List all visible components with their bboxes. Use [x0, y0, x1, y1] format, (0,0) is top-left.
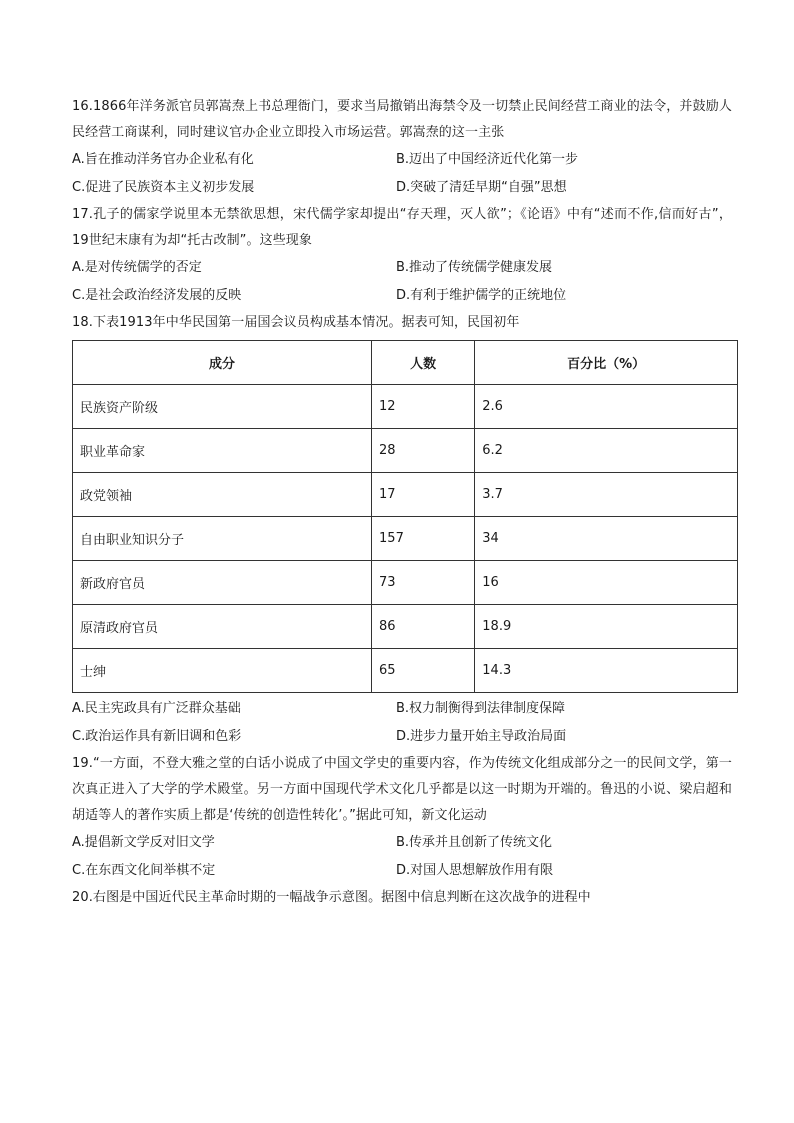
table-cell: 职业革命家 — [73, 429, 372, 473]
option-b: B.传承并且创新了传统文化 — [396, 835, 553, 850]
table-cell: 2.6 — [475, 385, 738, 429]
option-a: A.旨在推动洋务官办企业私有化 — [72, 152, 254, 167]
option-d: D.进步力量开始主导政治局面 — [396, 729, 567, 744]
table-cell: 3.7 — [475, 473, 738, 517]
question-stem: 18.下表1913年中华民国第一届国会议员构成基本情况。据表可知，民国初年 — [72, 315, 520, 330]
table-header-cell: 百分比（%） — [475, 341, 738, 385]
option-b: B.权力制衡得到法律制度保障 — [396, 701, 566, 716]
option-d: D.有利于维护儒学的正统地位 — [396, 288, 567, 303]
option-b: B.迈出了中国经济近代化第一步 — [396, 152, 579, 167]
table-header-cell: 人数 — [372, 341, 475, 385]
question-20 — [72, 885, 732, 911]
option-d: D.对国人思想解放作用有限 — [396, 863, 554, 878]
option-c: C.促进了民族资本主义初步发展 — [72, 180, 255, 195]
table-row — [73, 605, 738, 649]
question-stem: 17.孔子的儒家学说里本无禁欲思想，宋代儒学家却提出“存天理，灭人欲”；《论语》中有“述而不作,信而好古”，19世纪末康有为却“托古改制”。这些现象 — [72, 207, 732, 248]
table-row — [73, 649, 738, 693]
table-cell: 18.9 — [475, 605, 738, 649]
table-cell: 28 — [372, 429, 475, 473]
options-group — [72, 695, 732, 751]
table-cell: 86 — [372, 605, 475, 649]
options-group — [72, 254, 732, 310]
table-row — [73, 517, 738, 561]
table-cell: 12 — [372, 385, 475, 429]
option-b: B.推动了传统儒学健康发展 — [396, 260, 553, 275]
table-row — [73, 385, 738, 429]
question-stem: 19.“一方面，不登大雅之堂的白话小说成了中国文学史的重要内容，作为传统文化组成部分之一的民间文学，第一次真正进入了大学的学术殿堂。另一方面中国现代学术文化几乎都是以这一时期为开端的。鲁迅的小说、梁启超和胡适等人的著作实质上都是‘传统的创造性转化’。”据此可知，新文化运动 — [72, 756, 732, 823]
question-17 — [72, 202, 732, 310]
table-cell: 17 — [372, 473, 475, 517]
table-cell: 73 — [372, 561, 475, 605]
options-group — [72, 829, 732, 885]
option-c: C.在东西文化间举棋不定 — [72, 863, 216, 878]
table-cell: 新政府官员 — [73, 561, 372, 605]
table-cell: 6.2 — [475, 429, 738, 473]
table-cell: 自由职业知识分子 — [73, 517, 372, 561]
table-cell: 原清政府官员 — [73, 605, 372, 649]
option-c: C.政治运作具有新旧调和色彩 — [72, 729, 242, 744]
option-d: D.突破了清廷早期“自强”思想 — [396, 180, 567, 195]
question-stem: 16.1866年洋务派官员郭嵩焘上书总理衙门，要求当局撤销出海禁令及一切禁止民间经营工商业的法令，并鼓励人民经营工商谋利，同时建议官办企业立即投入市场运营。郭嵩焘的这一主张 — [72, 99, 732, 140]
table-cell: 65 — [372, 649, 475, 693]
table-row — [73, 473, 738, 517]
question-18 — [72, 310, 732, 751]
table-row — [73, 561, 738, 605]
table-header-row — [73, 341, 738, 385]
table-cell: 民族资产阶级 — [73, 385, 372, 429]
table-cell: 16 — [475, 561, 738, 605]
options-group — [72, 146, 732, 202]
option-a: A.提倡新文学反对旧文学 — [72, 835, 215, 850]
table-row — [73, 429, 738, 473]
table-cell: 政党领袖 — [73, 473, 372, 517]
question-16 — [72, 94, 732, 202]
table-cell: 士绅 — [73, 649, 372, 693]
option-a: A.是对传统儒学的否定 — [72, 260, 202, 275]
option-a: A.民主宪政具有广泛群众基础 — [72, 701, 241, 716]
table-cell: 34 — [475, 517, 738, 561]
table-cell: 14.3 — [475, 649, 738, 693]
exam-page — [72, 94, 732, 911]
table-header-cell: 成分 — [73, 341, 372, 385]
table-cell: 157 — [372, 517, 475, 561]
question-stem: 20.右图是中国近代民主革命时期的一幅战争示意图。据图中信息判断在这次战争的进程中 — [72, 890, 591, 905]
option-c: C.是社会政治经济发展的反映 — [72, 288, 242, 303]
parliament-composition-table — [72, 340, 738, 693]
question-19 — [72, 751, 732, 885]
